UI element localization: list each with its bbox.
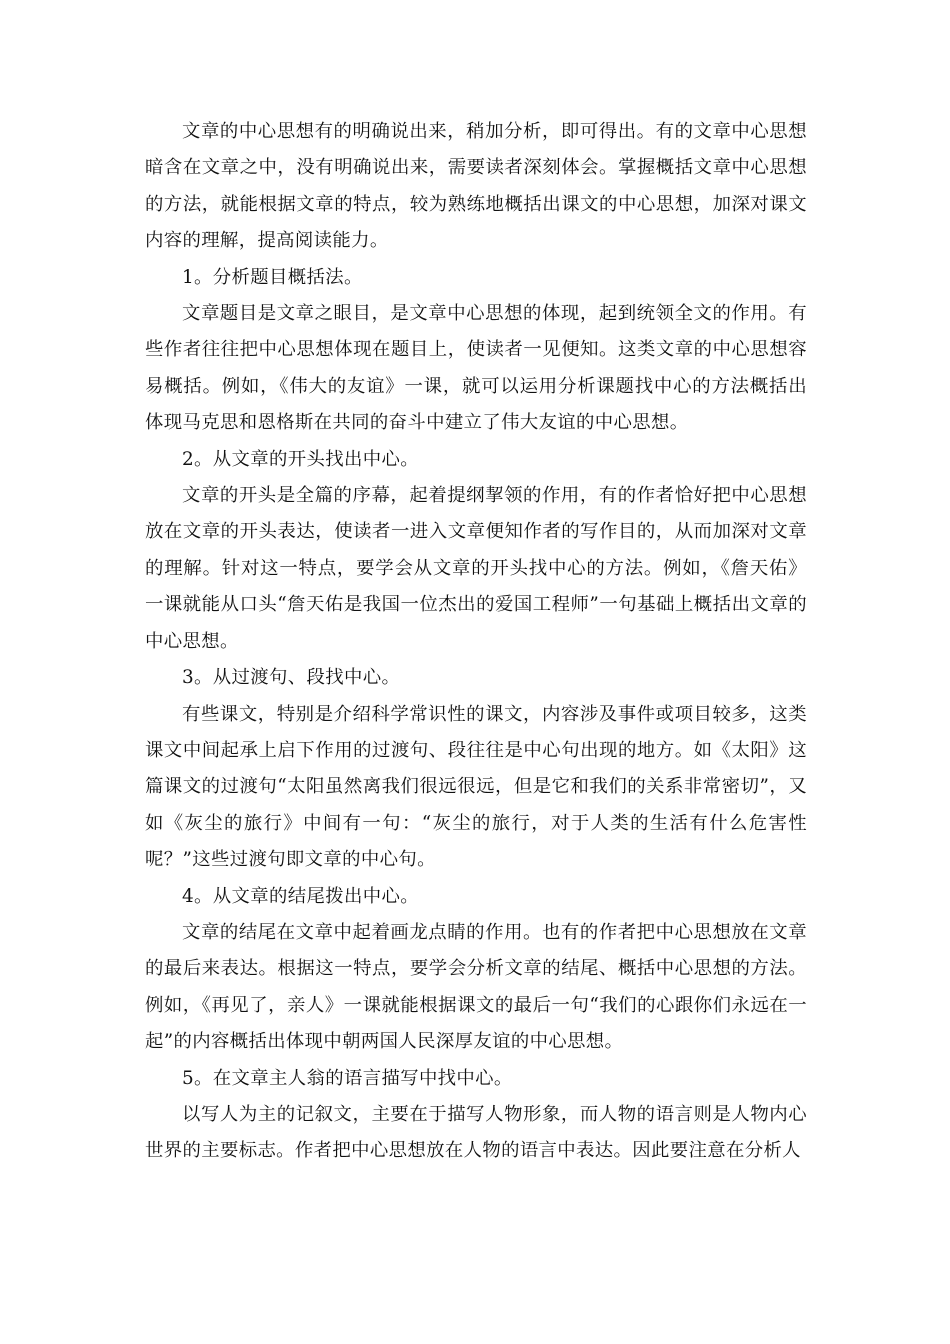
method-2-paragraph: 文章的开头是全篇的序幕，起着提纲挈领的作用，有的作者恰好把中心思想放在文章的开头表达，使读者一进入文章便知作者的写作目的，从而加深对文章的理解。针对这一特点，要学会从文章的开头找中心的方法。例如，《詹天佑》一课就能从口头“詹天佑是我国一位杰出的爱国工程师”一句基础上概括出文章的中心思想。 [145,485,807,652]
method-3-heading: 3。从过渡句、段找中心。 [182,667,401,689]
method-5-paragraph: 以写人为主的记叙文，主要在于描写人物形象，而人物的语言则是人物内心世界的主要标志。作者把中心思想放在人物的语言中表达。因此要注意在分析人 [145,1103,807,1162]
method-4-paragraph: 文章的结尾在文章中起着画龙点睛的作用。也有的作者把中心思想放在文章的最后来表达。根据这一特点，要学会分析文章的结尾、概括中心思想的方法。例如，《再见了，亲人》一课就能根据课文的最后一句“我们的心跟你们永远在一起”的内容概括出体现中朝两国人民深厚友谊的中心思想。 [145,921,807,1053]
intro-paragraph: 文章的中心思想有的明确说出来，稍加分析，即可得出。有的文章中心思想暗含在文章之中，没有明确说出来，需要读者深刻体会。掌握概括文章中心思想的方法，就能根据文章的特点，较为熟练地概括出课文的中心思想，加深对课文内容的理解，提高阅读能力。 [145,121,807,252]
method-1-paragraph: 文章题目是文章之眼目，是文章中心思想的体现，起到统领全文的作用。有些作者往往把中心思想体现在题目上，使读者一见便知。这类文章的中心思想容易概括。例如，《伟大的友谊》一课，就可以运用分析课题找中心的方法概括出体现马克思和恩格斯在共同的奋斗中建立了伟大友谊的中心思想。 [145,303,807,434]
method-2-heading: 2。从文章的开头找出中心。 [182,448,419,470]
document-body [145,114,807,1170]
method-3-paragraph: 有些课文，特别是介绍科学常识性的课文，内容涉及事件或项目较多，这类课文中间起承上启下作用的过渡句、段往往是中心句出现的地方。如《太阳》这篇课文的过渡句“太阳虽然离我们很远很远，但是它和我们的关系非常密切”，又如《灰尘的旅行》中间有一句：“灰尘的旅行，对于人类的生活有什么危害性呢？”这些过渡句即文章的中心句。 [145,703,807,871]
method-5-heading: 5。在文章主人翁的语言描写中找中心。 [182,1067,513,1089]
method-1-heading: 1。分析题目概括法。 [182,266,363,288]
method-4-heading: 4。从文章的结尾拨出中心。 [182,885,419,907]
